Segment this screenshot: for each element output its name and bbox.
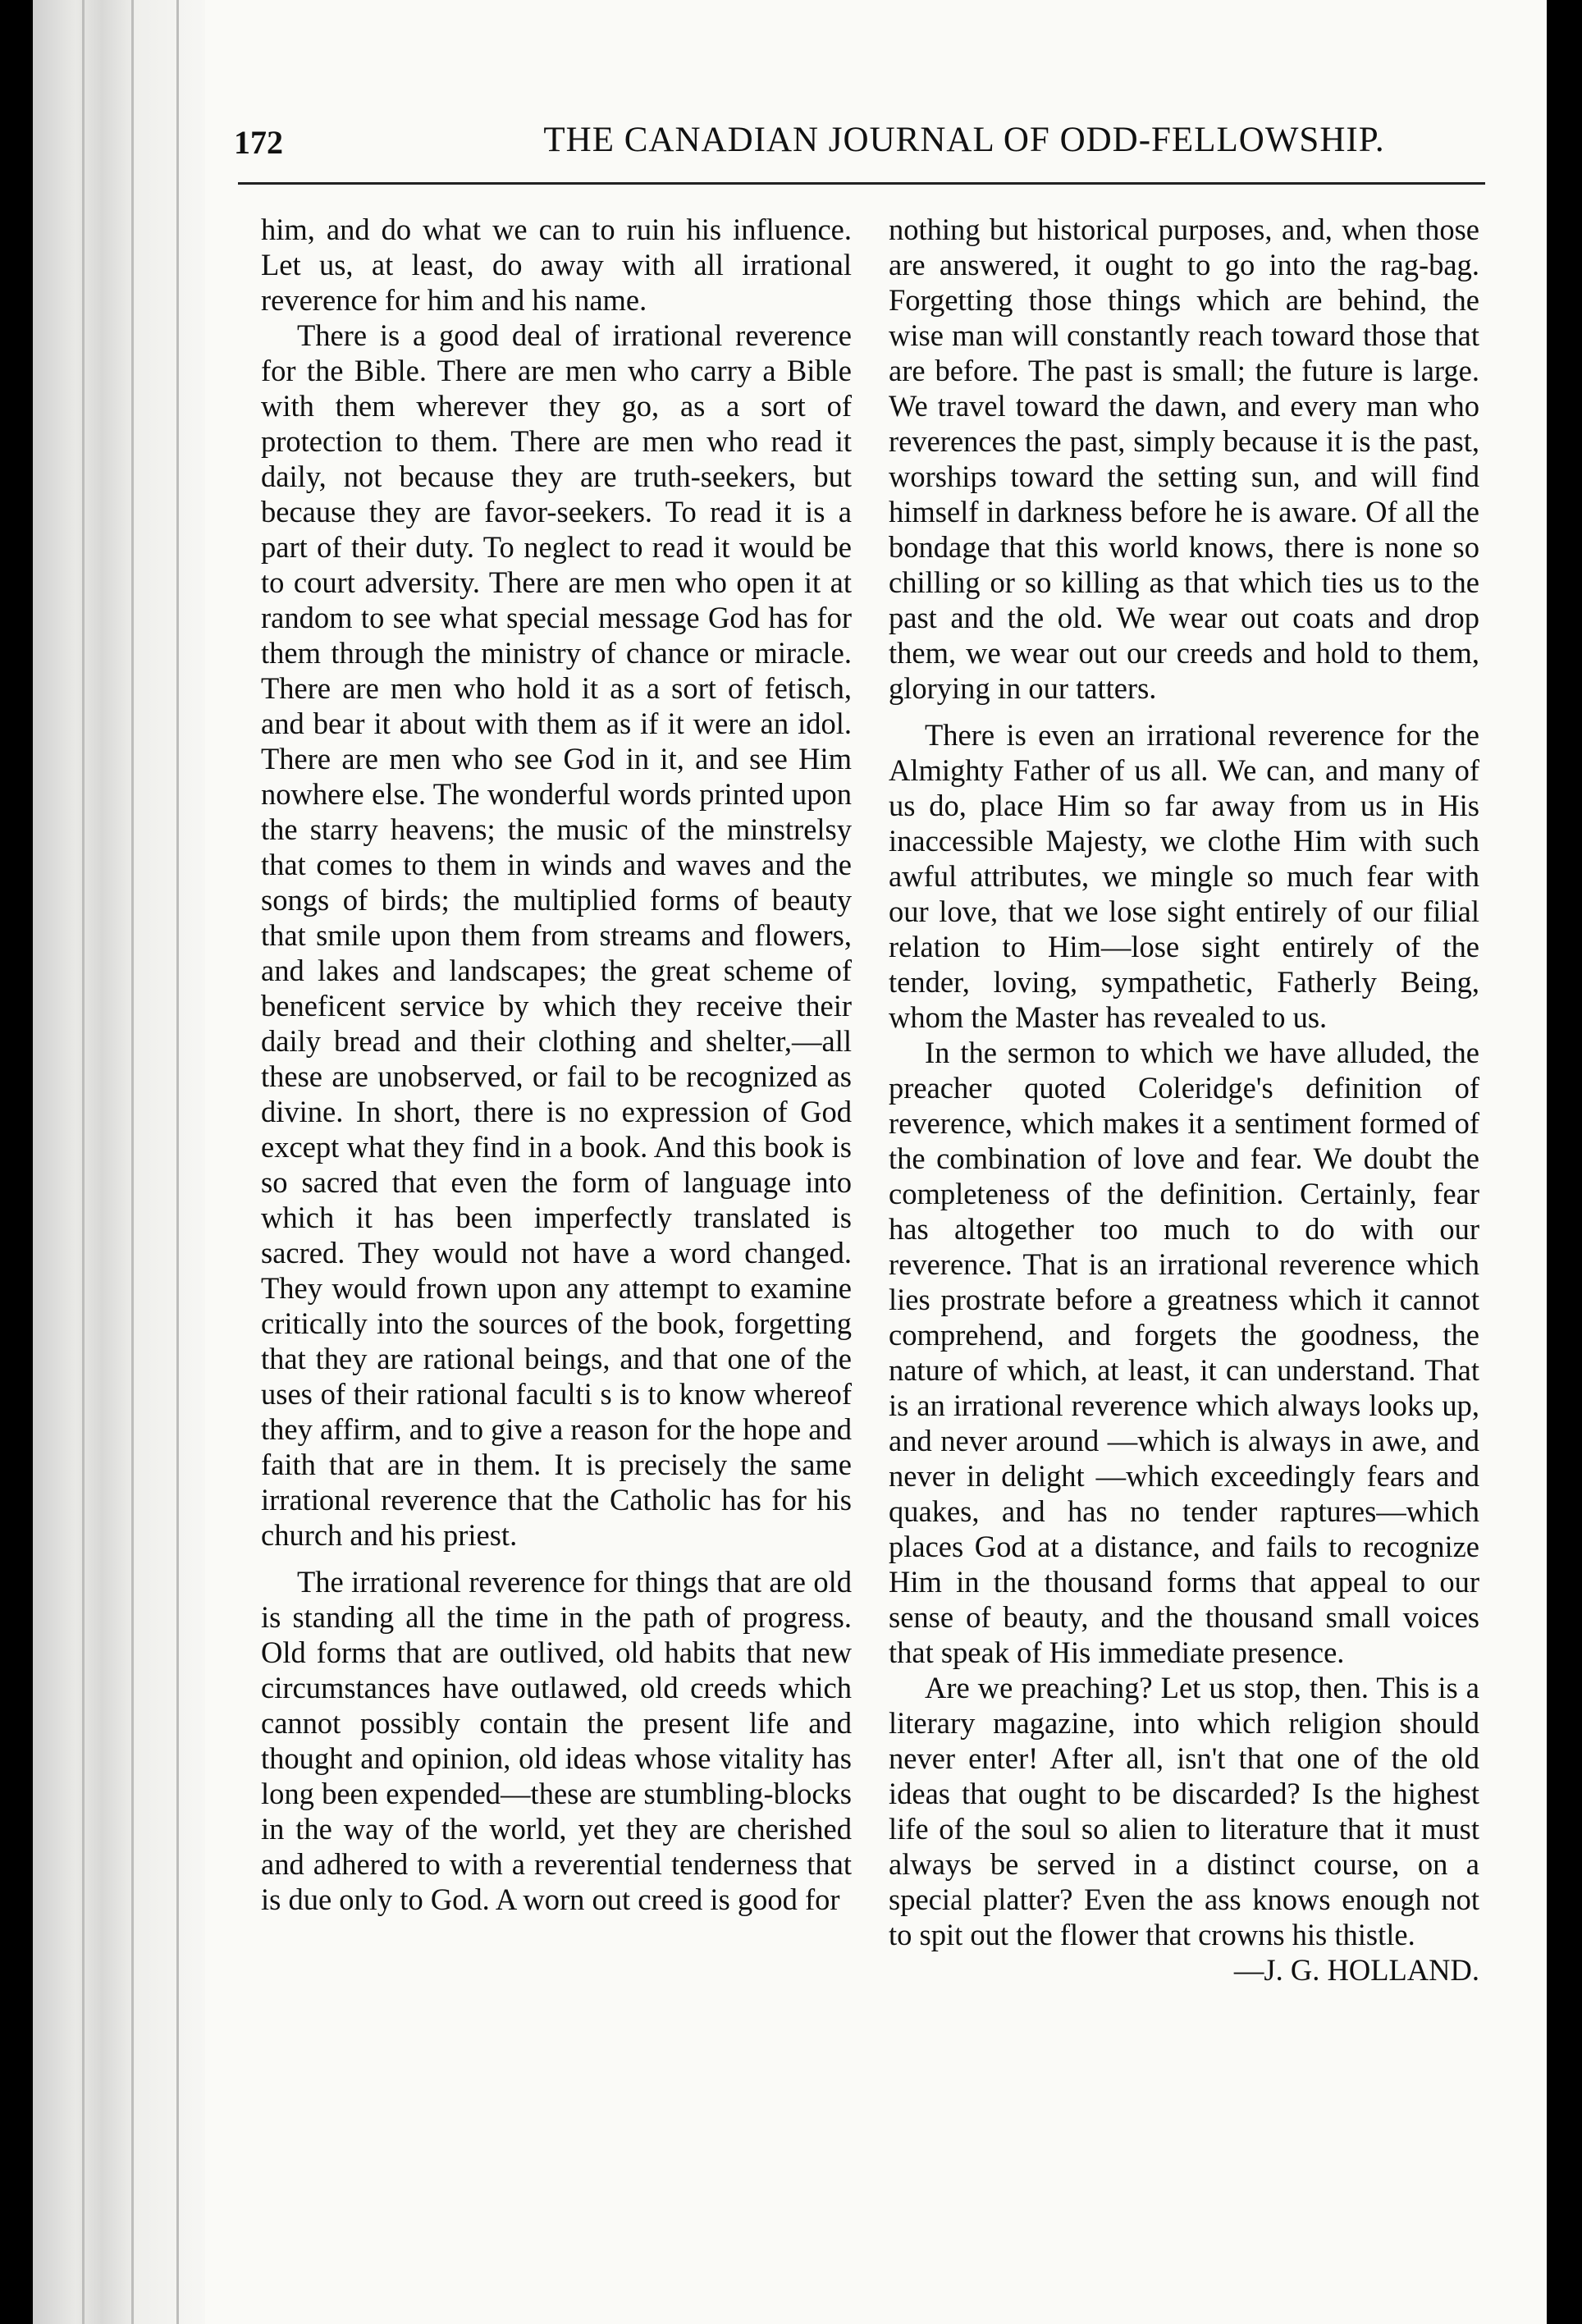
right-column xyxy=(889,212,1479,1988)
paragraph: nothing but historical purposes, and, when those are answered, it ought to go into the rag-bag. Forgetting those things which are behind, the wise man will constantly reach toward those that are before. The past is small; the future is large. We travel toward the dawn, and every man who reverences the past, simply because it is the past, worships toward the setting sun, and will find himself in darkness before he is aware. Of all the bondage that this world knows, there is none so chilling or so killing as that which ties us to the past and the old. We wear out coats and drop them, we wear out our creeds and hold to them, glorying in our tatters. xyxy=(889,213,1479,705)
page-number: 172 xyxy=(234,124,283,161)
gutter-edge-line xyxy=(82,0,85,2324)
author-signature: —J. G. HOLLAND. xyxy=(1233,1953,1479,1987)
paragraph: There is a good deal of irrational reverence for the Bible. There are men who carry a Bible with them wherever they go, as a sort of protection to them. There are men who read it daily, not because they are truth-seekers, but because they are favor-seekers. To read it is a part of their duty. To neglect to read it would be to court adversity. There are men who open it at random to see what special message God has for them through the ministry of chance or miracle. There are men who hold it as a sort of fetisch, and bear it about with them as if it were an idol. There are men who see God in it, and see Him nowhere else. The wonderful words printed upon the starry heavens; the music of the minstrelsy that comes to them in winds and waves and the songs of birds; the multiplied forms of beauty that smile upon them from streams and flowers, and lakes and landscapes; the great scheme of beneficent service by which they receive their daily bread and their clothing and shelter,—all these are unobserved, or fail to be recognized as divine. In short, there is no expression of God except what they find in a book. And this book is so sacred that even the form of language into which it has been imperfectly translated is sacred. They would not have a word changed. They would frown upon any attempt to examine critically into the sources of the book, forgetting that they are rational beings, and that one of the uses of their rational faculti s is to know whereof they affirm, and to give a reason for the hope and faith that are in them. It is precisely the same irrational reverence that the Catholic has for his church and his priest. xyxy=(261,318,852,1552)
running-title: THE CANADIAN JOURNAL OF ODD-FELLOWSHIP. xyxy=(543,121,1385,159)
scan-right-edge xyxy=(1547,0,1582,2324)
paragraph: In the sermon to which we have alluded, the preacher quoted Coleridge's definition of reverence, which makes it a sentiment formed of the combination of love and fear. We doubt the completeness of the definition. Certainly, fear has altogether too much to do with our reverence. That is an irrational reverence which lies prostrate before a greatness which it cannot comprehend, and forgets the goodness, the nature of which, at least, it can understand. That is an irrational reverence which always looks up, and never around —which is always in awe, and never in delight —which exceedingly fears and quakes, and has no tender raptures—which places God at a distance, and fails to recognize Him in the thousand forms that appeal to our sense of beauty, and the thousand small voices that speak of His immediate presence. xyxy=(889,1036,1479,1669)
left-column xyxy=(261,212,852,1917)
gutter-edge-line xyxy=(131,0,134,2324)
paragraph: There is even an irrational reverence for the Almighty Father of us all. We can, and many of us do, place Him so far away from us in His inaccessible Majesty, we clothe Him with such awful attributes, we mingle so much fear with our love, that we lose sight entirely of our filial relation to Him—lose sight entirely of the tender, loving, sympathetic, Fatherly Being, whom the Master has revealed to us. xyxy=(889,718,1479,1034)
paragraph: him, and do what we can to ruin his influence. Let us, at least, do away with all irrational reverence for him and his name. xyxy=(261,213,852,317)
paragraph: The irrational reverence for things that are old is standing all the time in the path of progress. Old forms that are outlived, old habits that new circumstances have outlawed, old creeds which cannot possibly contain the present life and thought and opinion, old ideas whose vitality has long been expended—these are stumbling-blocks in the way of the world, yet they are cherished and adhered to with a reverential tenderness that is due only to God. A worn out creed is good for xyxy=(261,1565,852,1916)
paragraph: Are we preaching? Let us stop, then. This is a literary magazine, into which religion should never enter! After all, isn't that one of the old ideas that ought to be discarded? Is the highest life of the soul so alien to literature that it must always be served in a distinct course, on a special platter? Even the ass knows enough not to spit out the flower that crowns his thistle. xyxy=(889,1671,1479,1951)
book-gutter xyxy=(33,0,205,2324)
page-header xyxy=(234,115,1481,172)
header-rule xyxy=(238,182,1485,185)
gutter-edge-line xyxy=(176,0,179,2324)
